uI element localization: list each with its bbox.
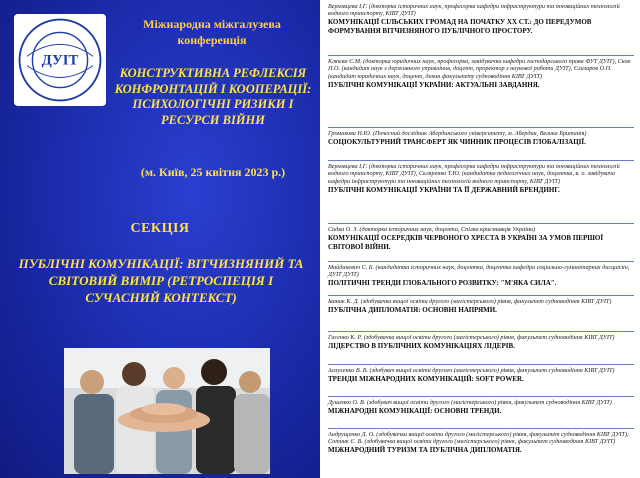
entry-topic: ТРЕНДИ МІЖНАРОДНИХ КОМУНІКАЦІЙ: SOFT POWER. xyxy=(328,374,524,383)
entry-topic: ПОЛІТИЧНІ ТРЕНДИ ГЛОБАЛЬНОГО РОЗВИТКУ: "М'ЯКА СИЛА". xyxy=(328,279,557,288)
program-entry xyxy=(328,130,634,147)
program-entry xyxy=(328,431,634,455)
entry-authors: Іваник К. Д. (здобувачка вищої освіти другого (магістерського) рівня, факультет судноводіння КІВТ ДУІТ) xyxy=(328,298,612,305)
entry-authors: Сидка О. З. (докторка історичних наук, доцента, Спілка краєзнавців України) xyxy=(328,226,536,233)
conference-theme: КОНСТРУКТИВНА РЕФЛЕКСІЯ КОНФРОНТАЦІЙ І КООПЕРАЦІЇ: ПСИХОЛОГІЧНІ РИЗИКИ І РЕСУРСИ ВІЙНИ xyxy=(114,66,312,127)
entry-authors: Майданевич С. Б. (кандидатка історичних наук, доцентка, доцентка кафедри соціально-гуманітарних дисциплін, ДУІТ ДУІТ) xyxy=(328,264,630,279)
entry-divider xyxy=(328,127,634,128)
program-entry xyxy=(328,3,634,36)
university-logo xyxy=(14,14,106,106)
section-title: ПУБЛІЧНІ КОМУНІКАЦІЇ: ВІТЧИЗНЯНИЙ ТА СВІТОВИЙ ВИМІР (РЕТРОСПЕЦІЯ І СУЧАСНИЙ КОНТЕКСТ) xyxy=(18,256,304,305)
entry-topic: ПУБЛІЧНІ КОМУНІКАЦІЇ УКРАЇНИ: АКТУАЛЬНІ ЗАВДАННЯ. xyxy=(328,80,540,89)
entry-authors: Андрущенко Д. О. (здобувачка вищої освіти другого (магістерського) рівня, факультет судноводіння КІВТ ДУІТ); Сотник Є. В. (здобувачка вищої освіти другого (магістерського) рівня, факультет судноводіння КІВТ ДУІТ) xyxy=(328,431,630,446)
program-entry xyxy=(328,58,634,89)
entry-authors: Громакова Н.Ю. (Почесний дослідник Абердинського університету, м. Абердин, Велика Британія) xyxy=(328,130,587,137)
entry-divider xyxy=(328,428,634,429)
entry-authors: Верховцева І.Г. (докторка історичних наук, професорка кафедри інфраструктури та інноваційних технологій водного транспорту, КІВТ ДУІТ) xyxy=(328,3,620,18)
program-entry xyxy=(328,399,634,416)
program-entry xyxy=(328,264,634,288)
program-panel xyxy=(320,0,640,478)
entry-authors: Душенко О. В. (здобувач вищої освіти другого (магістерського) рівня, факультет судноводіння КІВТ ДУІТ) xyxy=(328,399,612,406)
entry-topic: КОМУНІКАЦІЇ СІЛЬСЬКИХ ГРОМАД НА ПОЧАТКУ ХХ СТ.: ДО ПЕРЕДУМОВ ФОРМУВАННЯ ВІТЧИЗНЯНОГО ПУБЛІЧНОГО ПРОСТОРУ. xyxy=(328,18,592,35)
entry-authors: Верховцева І.Г. (докторка історичних наук, професорка кафедри інфраструктури та інноваційних технологій водного транспорту, КІВТ ДУІТ), Скляренко Т.Ю. (кандидатка педагогічних наук, доцентка, в. о. завідувача кафедри інфраструктури та інноваційних технологій водного транспорту, КІВТ ДУІТ) xyxy=(328,163,620,185)
entry-divider xyxy=(328,364,634,365)
entry-topic: МІЖНАРОДНИЙ ТУРИЗМ ТА ПУБЛІЧНА ДИПЛОМАТІЯ. xyxy=(328,446,522,455)
program-entry xyxy=(328,334,634,351)
team-hands-photo xyxy=(64,348,270,474)
entry-divider xyxy=(328,331,634,332)
entry-divider xyxy=(328,160,634,161)
entry-topic: КОМУНІКАЦІЇ ОСЕРЕДКІВ ЧЕРВОНОГО ХРЕСТА В УКРАЇНІ ЗА УМОВ ПЕРШОЇ СВІТОВОЇ ВІЙНИ. xyxy=(328,233,604,251)
entry-divider xyxy=(328,55,634,56)
entry-divider xyxy=(328,261,634,262)
program-entry xyxy=(328,163,634,194)
entry-divider xyxy=(328,396,634,397)
entry-divider xyxy=(328,223,634,224)
entry-authors: Асауленко В. В. (здобувач вищої освіти другого (магістерського) рівня, факультет судноводіння КІВТ ДУІТ) xyxy=(328,367,615,374)
entry-authors: Гасенко К. Р. (здобувачка вищої освіти другого (магістерського) рівня, факультет судноводіння КІВТ ДУІТ) xyxy=(328,334,615,341)
logo-abbr: ДУІТ xyxy=(41,52,79,69)
entry-topic: МІЖНАРОДНІ КОМУНІКАЦІЇ: ОСНОВНІ ТРЕНДИ. xyxy=(328,406,502,415)
entry-topic: ПУБЛІЧНА ДИПЛОМАТІЯ: ОСНОВНІ НАПРЯМИ. xyxy=(328,305,497,314)
entry-authors: Клюєва Є.М. (докторка юридичних наук, професорка, завідувачка кафедри господарського права ФУТ ДУІТ), Скок П.О. (кандидат наук з державного управління, доцент, проректор з наукової роботи ДУІТ), Єлизаров О.П. (кандидат юридичних наук, доцент, декан факультету судноводіння КІВТ ДУІТ) xyxy=(328,58,631,80)
entry-divider xyxy=(328,295,634,296)
entry-topic: ПУБЛІЧНІ КОМУНІКАЦІЇ УКРАЇНИ ТА ЇЇ ДЕРЖАВНИЙ БРЕНДИНГ. xyxy=(328,185,560,194)
program-entry xyxy=(328,298,634,315)
entry-topic: ЛІДЕРСТВО В ПУБЛІЧНИХ КОМУНІКАЦІЯХ ЛІДЕРІВ. xyxy=(328,341,515,350)
conference-place-date: (м. Київ, 25 квітня 2023 р.) xyxy=(140,165,286,179)
program-entry xyxy=(328,367,634,384)
section-label: СЕКЦІЯ xyxy=(130,221,190,236)
conference-title: Міжнародна міжгалузева конференція xyxy=(143,17,281,47)
program-entry xyxy=(328,226,634,251)
entry-topic: СОЦІОКУЛЬТУРНИЙ ТРАНСФЕРТ ЯК ЧИННИК ПРОЦЕСІВ ГЛОБАЛІЗАЦІЇ. xyxy=(328,137,586,146)
